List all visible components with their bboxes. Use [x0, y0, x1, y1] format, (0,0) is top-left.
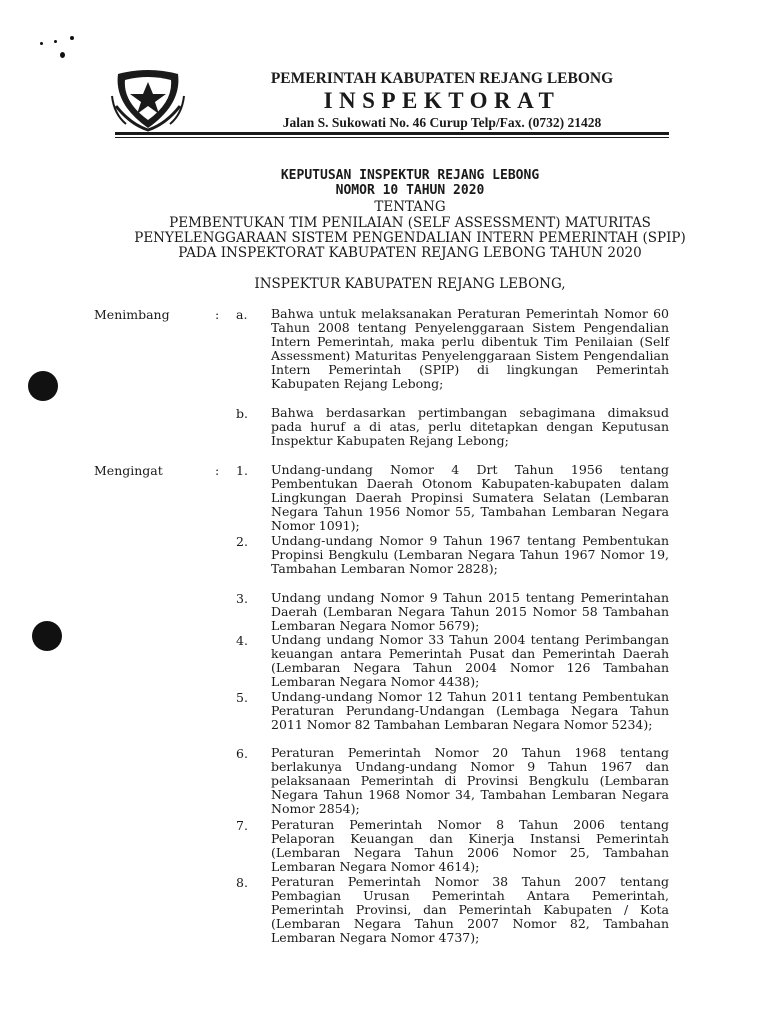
- section-label: Menimbang: [94, 307, 170, 322]
- item-marker: 4.: [236, 633, 248, 648]
- decree-subject-line: PADA INSPEKTORAT KABUPATEN REJANG LEBONG TAHUN 2020: [178, 245, 642, 261]
- item-text: Undang-undang Nomor 12 Tahun 2011 tentang Pembentukan Peraturan Perundang-Undangan (Lembaga Negara Tahun 2011 Nomor 82 Tambahan Lembaran Negara Nomor 5234);: [271, 689, 669, 733]
- item-marker: 8.: [236, 875, 248, 890]
- decree-heading: KEPUTUSAN INSPEKTUR REJANG LEBONG: [280, 168, 540, 183]
- item-marker: 3.: [236, 591, 248, 606]
- punch-hole: [32, 621, 62, 651]
- item-text: Undang undang Nomor 33 Tahun 2004 tentang Perimbangan keuangan antara Pemerintah Pusat dan Pemerintah Daerah (Lembaran Negara Tahun 2004 Nomor 126 Tambahan Lembaran Negara Nomor 4438);: [271, 632, 669, 690]
- decree-number: NOMOR 10 TAHUN 2020: [335, 183, 485, 198]
- item-marker: 6.: [236, 746, 248, 761]
- scan-speck: [40, 42, 43, 45]
- item-text: Bahwa untuk melaksanakan Peraturan Pemerintah Nomor 60 Tahun 2008 tentang Penyelenggaraan Sistem Pengendalian Intern Pemerintah, maka perlu dibentuk Tim Penilaian (Self Assessment) Maturitas Penyelenggaraan Sistem Pengendalian Intern Pemerintah (SPIP) di lingkungan Pemerintah Kabupaten Rejang Lebong;: [271, 306, 669, 392]
- letterhead-rule: [115, 132, 669, 135]
- item-text: Bahwa berdasarkan pertimbangan sebagimana dimaksud pada huruf a di atas, perlu ditetapkan dengan Keputusan Inspektur Kabupaten Rejang Lebong;: [271, 405, 669, 449]
- section-colon: :: [215, 463, 220, 478]
- scan-speck: [70, 36, 74, 40]
- item-text: Undang undang Nomor 9 Tahun 2015 tentang Pemerintahan Daerah (Lembaran Negara Tahun 2015 Nomor 58 Tambahan Lembaran Negara Nomor 5679);: [271, 590, 669, 634]
- item-text: Peraturan Pemerintah Nomor 20 Tahun 1968 tentang berlakunya Undang-undang Nomor 9 Tahun 1967 dan pelaksanaan Pemerintah di Provinsi Bengkulu (Lembaran Negara Tahun 1968 Nomor 34, Tambahan Lembaran Negara Nomor 2854);: [271, 745, 669, 817]
- letterhead-rule-thin: [115, 137, 669, 138]
- section-label: Mengingat: [94, 463, 163, 478]
- item-marker: 2.: [236, 534, 248, 549]
- office-name: INSPEKTORAT: [323, 88, 561, 113]
- item-text: Peraturan Pemerintah Nomor 8 Tahun 2006 tentang Pelaporan Keuangan dan Kinerja Instansi Pemerintah (Lembaran Negara Tahun 2006 Nomor 25, Tambahan Lembaran Negara Nomor 4614);: [271, 817, 669, 875]
- scan-speck: [54, 40, 57, 43]
- item-marker: b.: [236, 406, 248, 421]
- office-address: Jalan S. Sukowati No. 46 Curup Telp/Fax. (0732) 21428: [282, 115, 602, 130]
- item-marker: 7.: [236, 818, 248, 833]
- government-name: PEMERINTAH KABUPATEN REJANG LEBONG: [270, 70, 614, 87]
- regency-emblem-icon: [110, 66, 186, 132]
- section-colon: :: [215, 307, 220, 322]
- punch-hole: [28, 371, 58, 401]
- item-marker: a.: [236, 307, 248, 322]
- item-text: Peraturan Pemerintah Nomor 38 Tahun 2007 tentang Pembagian Urusan Pemerintah Antara Pemerintah, Pemerintah Provinsi, dan Pemerintah Kabupaten / Kota (Lembaran Negara Tahun 2007 Nomor 82, Tambahan Lembaran Negara Nomor 4737);: [271, 874, 669, 946]
- decree-subject-line: PENYELENGGARAAN SISTEM PENGENDALIAN INTERN PEMERINTAH (SPIP): [134, 230, 686, 246]
- decree-issuer: INSPEKTUR KABUPATEN REJANG LEBONG,: [254, 276, 566, 292]
- item-marker: 1.: [236, 463, 248, 478]
- item-marker: 5.: [236, 690, 248, 705]
- scan-speck: [60, 52, 65, 58]
- decree-about: TENTANG: [374, 199, 446, 215]
- item-text: Undang-undang Nomor 4 Drt Tahun 1956 tentang Pembentukan Daerah Otonom Kabupaten-kabupaten dalam Lingkungan Daerah Propinsi Sumatera Selatan (Lembaran Negara Tahun 1956 Nomor 55, Tambahan Lembaran Negara Nomor 1091);: [271, 462, 669, 534]
- item-text: Undang-undang Nomor 9 Tahun 1967 tentang Pembentukan Propinsi Bengkulu (Lembaran Negara Tahun 1967 Nomor 19, Tambahan Lembaran Nomor 2828);: [271, 533, 669, 577]
- decree-subject-line: PEMBENTUKAN TIM PENILAIAN (SELF ASSESSMENT) MATURITAS: [169, 215, 651, 231]
